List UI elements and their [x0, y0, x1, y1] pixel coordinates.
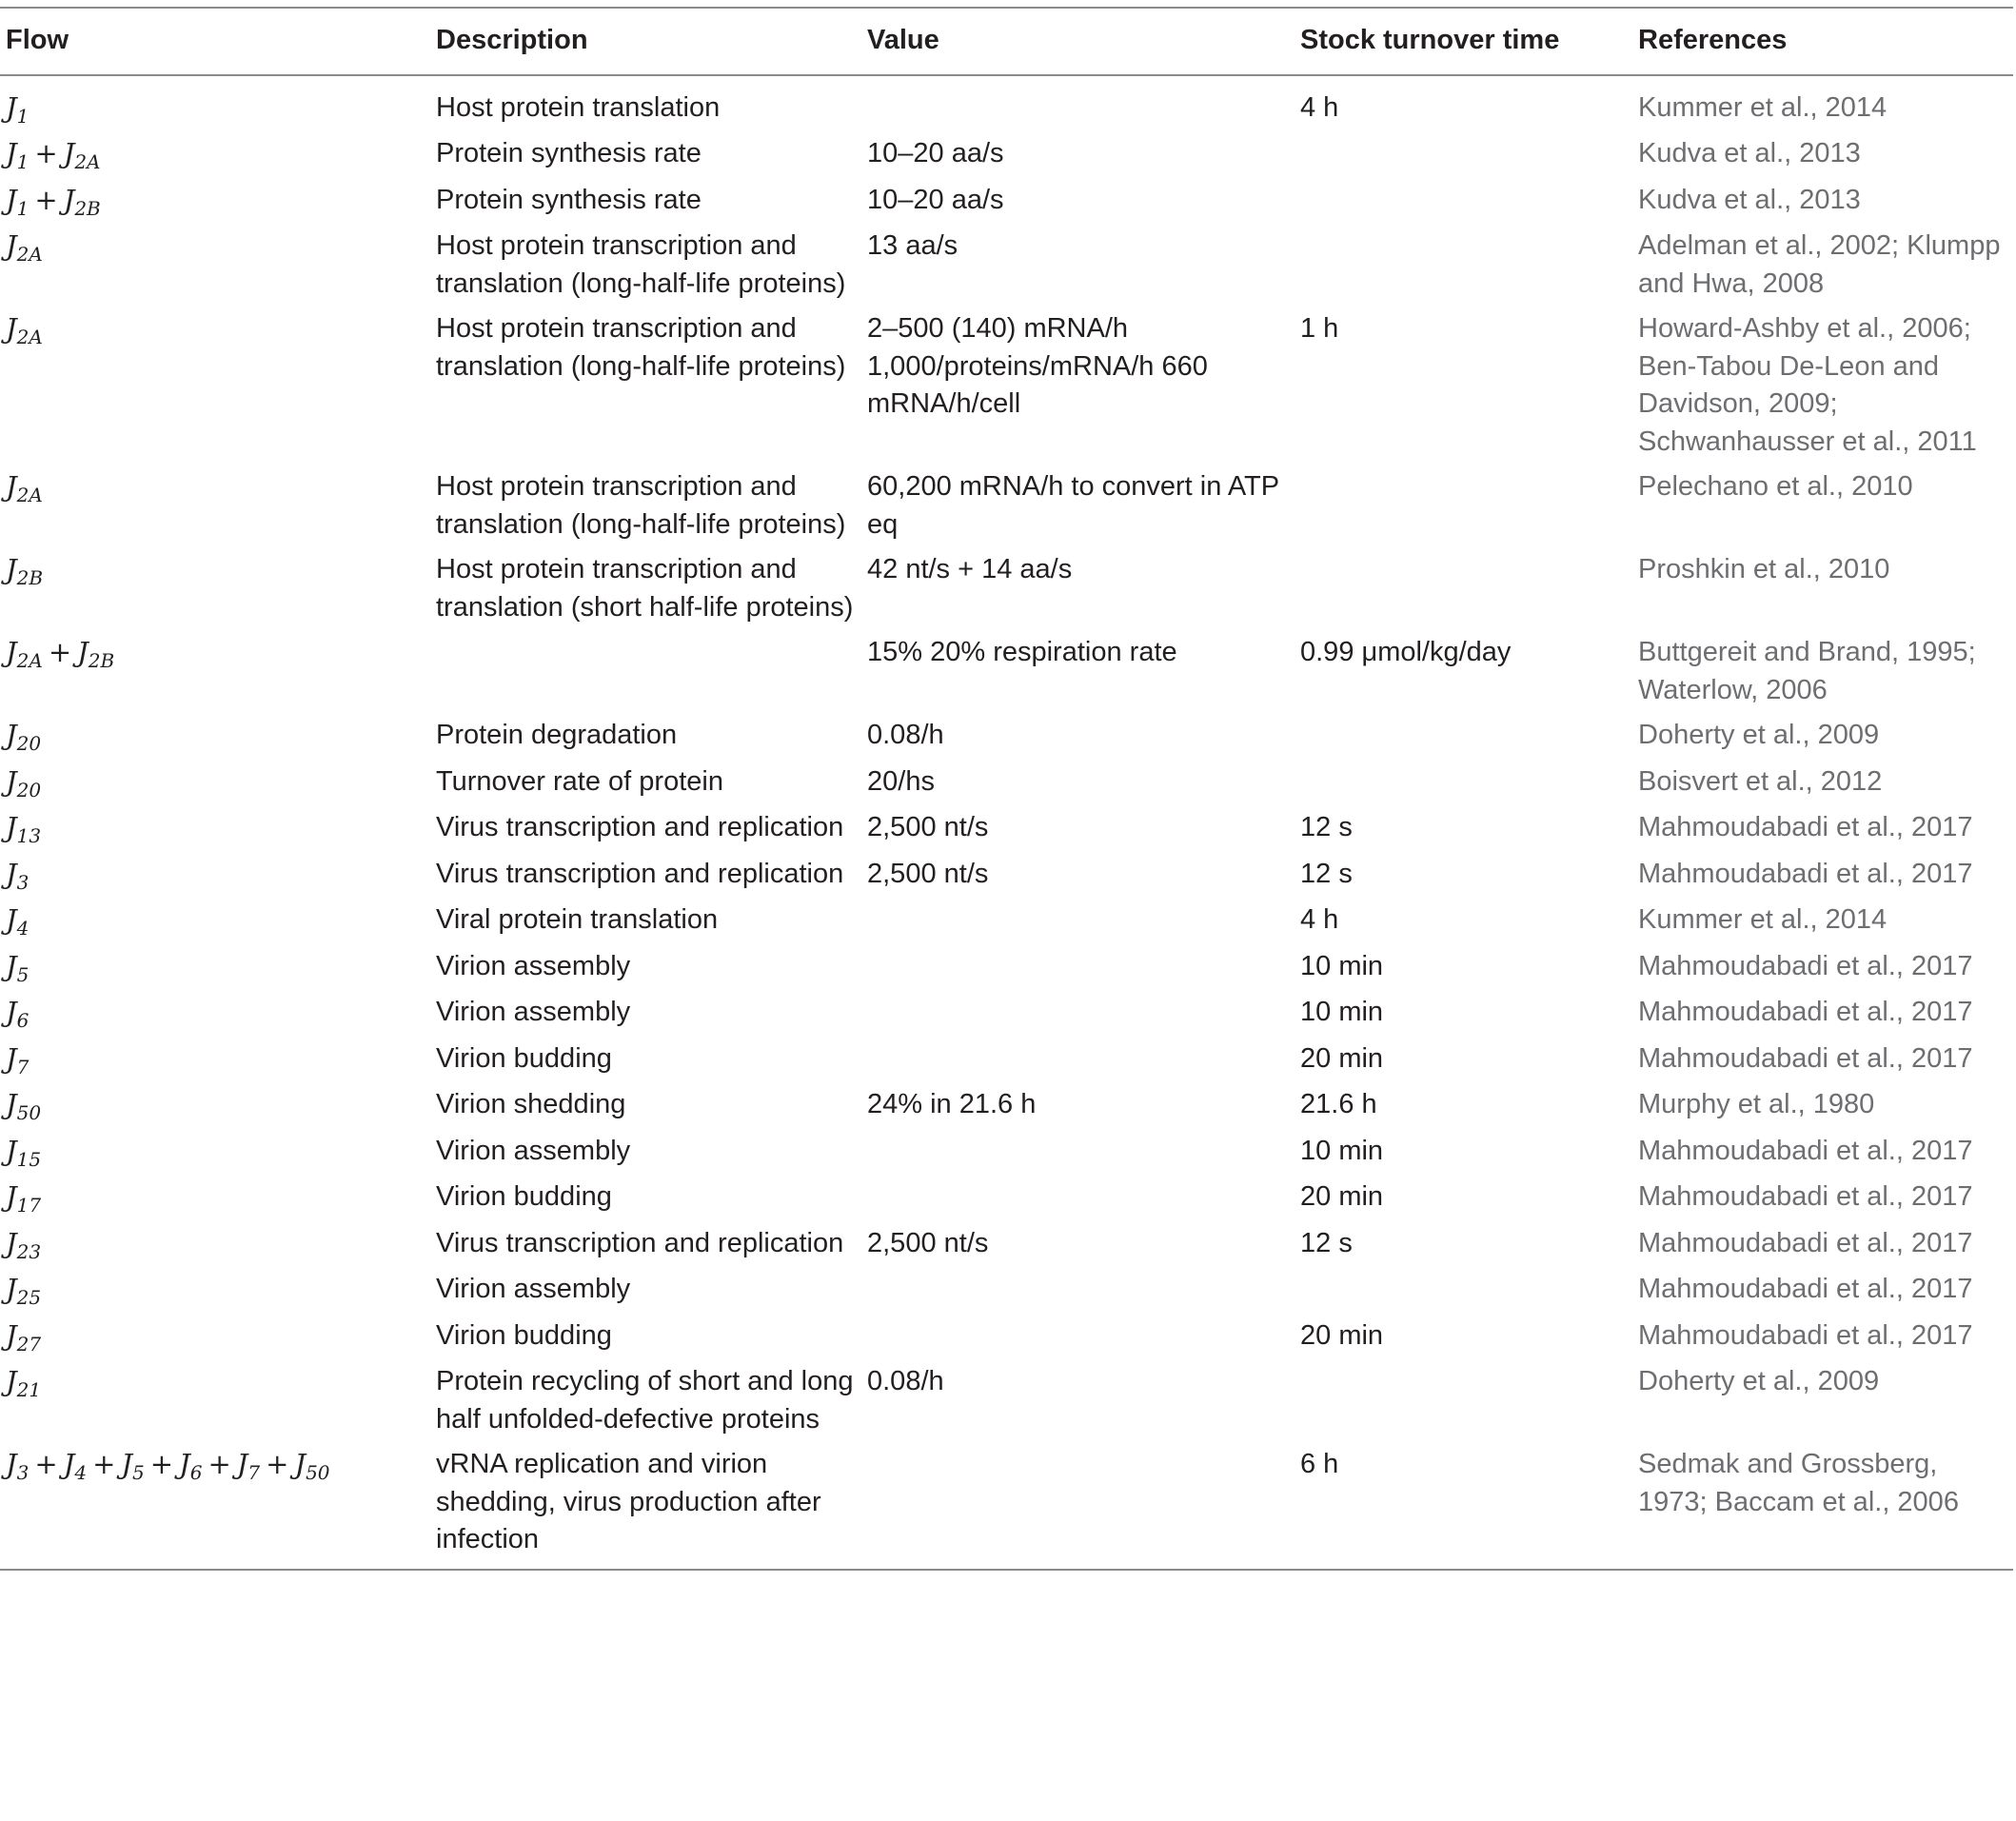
flow-variable: J [63, 183, 75, 216]
cell-description: Protein synthesis rate [436, 184, 702, 215]
cell-turnover: 10 min [1300, 997, 1384, 1027]
table-body [0, 75, 2013, 1570]
flow-subscript: 2A [16, 243, 43, 266]
cell-value [867, 1267, 1300, 1314]
table-row [0, 224, 2013, 307]
flow-variable: J [6, 719, 17, 751]
cell-turnover: 10 min [1300, 950, 1384, 981]
flow-variable: J [6, 1318, 17, 1352]
cell-value [867, 1314, 1300, 1360]
flow-variable: J [6, 90, 17, 124]
header-value: Value [867, 25, 939, 55]
cell-turnover: 21.6 h [1300, 1089, 1377, 1119]
cell-description: Virion assembly [436, 1135, 631, 1166]
flow-variable: J [6, 1273, 17, 1305]
cell-value [867, 75, 1300, 132]
flow-expression [6, 1041, 30, 1079]
cell-value [867, 944, 1300, 991]
flow-subscript: 50 [306, 1461, 330, 1484]
flow-expression [6, 1134, 42, 1171]
cell-references: Kummer et al., 2014 [1638, 91, 1888, 123]
table-row [0, 1175, 2013, 1221]
plus-operator: + [48, 636, 72, 668]
flow-subscript: 2A [16, 484, 43, 506]
flow-subscript: 5 [132, 1461, 145, 1484]
flow-variable: J [6, 811, 17, 843]
header-row [0, 8, 2013, 75]
flow-subscript: 2B [88, 649, 115, 672]
cell-references: Murphy et al., 1980 [1638, 1089, 1875, 1119]
cell-references: Mahmoudabadi et al., 2017 [1638, 1227, 1973, 1258]
cell-references: Pelechano et al., 2010 [1638, 471, 1913, 502]
table-row [0, 805, 2013, 852]
cell-references: Boisvert et al., 2012 [1638, 765, 1883, 797]
cell-references: Kudva et al., 2013 [1638, 138, 1861, 168]
cell-flow [0, 1082, 436, 1129]
cell-flow [0, 944, 436, 991]
cell-turnover: 0.99 μmol/kg/day [1300, 637, 1512, 667]
cell-turnover [1300, 224, 1638, 307]
cell-flow [0, 75, 436, 132]
cell-value: 15% 20% respiration rate [867, 637, 1177, 667]
cell-description: Host protein transcription and translation (long-half-life proteins) [436, 313, 846, 382]
flow-expression [6, 1088, 42, 1124]
flow-variable: J [6, 1134, 17, 1167]
flow-expression [6, 903, 30, 940]
flow-subscript: 2A [16, 326, 43, 348]
cell-value: 2,500 nt/s [867, 812, 989, 842]
flow-expression [6, 312, 43, 348]
flow-variable: J [63, 137, 75, 169]
flow-subscript: 20 [16, 778, 42, 802]
cell-references: Mahmoudabadi et al., 2017 [1638, 1135, 1973, 1166]
flow-subscript: 5 [16, 962, 30, 986]
cell-turnover [1300, 1267, 1638, 1314]
flow-expression [6, 90, 30, 128]
cell-turnover: 12 s [1300, 858, 1353, 889]
flow-subscript: 2B [16, 566, 44, 589]
table-row [0, 131, 2013, 178]
table-row [0, 898, 2013, 944]
plus-operator: + [208, 1448, 231, 1480]
flow-expression [6, 1448, 330, 1484]
flow-expression [6, 857, 30, 894]
flow-expression [6, 137, 101, 173]
cell-references: Adelman et al., 2002; Klumpp and Hwa, 2008 [1638, 230, 2001, 299]
flow-expression [6, 636, 115, 672]
flow-expression [6, 470, 43, 506]
table-row [0, 1267, 2013, 1314]
plus-operator: + [34, 1448, 58, 1480]
flow-subscript: 6 [16, 1009, 30, 1032]
cell-description: Virus transcription and replication [436, 1227, 844, 1258]
flow-subscript: 3 [16, 870, 30, 894]
cell-description: Host protein transcription and translation (long-half-life proteins) [436, 230, 846, 299]
cell-references: Mahmoudabadi et al., 2017 [1638, 1274, 1973, 1304]
cell-turnover: 1 h [1300, 313, 1339, 344]
cell-description: Turnover rate of protein [436, 765, 723, 797]
cell-value [867, 990, 1300, 1037]
cell-flow [0, 178, 436, 225]
flow-expression [6, 764, 42, 802]
cell-turnover [1300, 178, 1638, 225]
flow-subscript: 17 [16, 1194, 42, 1217]
flow-expression [6, 996, 30, 1032]
table-row [0, 760, 2013, 806]
flow-variable: J [236, 1448, 248, 1480]
flow-subscript: 4 [74, 1461, 88, 1484]
header-description: Description [436, 25, 588, 55]
cell-value: 0.08/h [867, 720, 944, 750]
cell-flow [0, 990, 436, 1037]
cell-value [867, 1175, 1300, 1221]
cell-flow [0, 760, 436, 806]
flow-variable: J [77, 636, 89, 668]
flow-subscript: 6 [189, 1461, 203, 1484]
flow-subscript: 25 [16, 1286, 42, 1309]
flow-expression [6, 1180, 42, 1217]
plus-operator: + [92, 1448, 116, 1480]
cell-references: Mahmoudabadi et al., 2017 [1638, 812, 1973, 842]
flow-variable: J [6, 1365, 17, 1397]
cell-description: Viral protein translation [436, 904, 719, 935]
flow-variable: J [6, 1226, 17, 1259]
cell-turnover: 4 h [1300, 91, 1339, 123]
cell-description: Host protein transcription and translation (short half-life proteins) [436, 554, 854, 623]
cell-turnover: 12 s [1300, 812, 1353, 842]
cell-value [867, 1442, 1300, 1570]
cell-description: Virion shedding [436, 1089, 626, 1119]
flow-variable: J [121, 1448, 133, 1480]
cell-value: 24% in 21.6 h [867, 1089, 1037, 1119]
cell-value: 2,500 nt/s [867, 858, 989, 889]
cell-turnover [1300, 547, 1638, 630]
header-references: References [1638, 25, 1788, 55]
cell-references: Mahmoudabadi et al., 2017 [1638, 1319, 1973, 1351]
cell-description: Host protein transcription and translation (long-half-life proteins) [436, 471, 846, 540]
cell-value: 10–20 aa/s [867, 138, 1004, 168]
cell-turnover: 12 s [1300, 1227, 1353, 1258]
cell-value: 42 nt/s + 14 aa/s [867, 554, 1073, 584]
table-header [0, 8, 2013, 75]
table-row [0, 1037, 2013, 1083]
cell-turnover: 4 h [1300, 904, 1339, 935]
cell-references: Doherty et al., 2009 [1638, 1366, 1880, 1396]
flow-subscript: 2B [74, 196, 101, 220]
cell-turnover: 20 min [1300, 1319, 1384, 1351]
cell-references: Mahmoudabadi et al., 2017 [1638, 950, 1973, 981]
cell-description: Host protein translation [436, 91, 721, 123]
cell-references: Mahmoudabadi et al., 2017 [1638, 1042, 1973, 1074]
cell-references: Kudva et al., 2013 [1638, 184, 1861, 215]
cell-flow [0, 131, 436, 178]
flow-subscript: 7 [247, 1461, 261, 1484]
table-row [0, 75, 2013, 132]
flow-subscript: 27 [16, 1332, 42, 1356]
cell-turnover: 20 min [1300, 1181, 1384, 1212]
cell-description: Protein synthesis rate [436, 138, 702, 168]
cell-flow [0, 224, 436, 307]
cell-flow [0, 1175, 436, 1221]
flow-variable: J [6, 636, 17, 668]
flow-expression [6, 949, 30, 986]
cell-flow [0, 1129, 436, 1176]
cell-description: Virus transcription and replication [436, 812, 844, 842]
flow-subscript: 7 [16, 1055, 30, 1079]
cell-description: Virion budding [436, 1181, 612, 1212]
table-row [0, 1442, 2013, 1570]
table-row [0, 944, 2013, 991]
flow-subscript: 1 [16, 104, 30, 128]
flow-subscript: 2A [74, 150, 101, 173]
flow-subscript: 2A [16, 649, 43, 672]
cell-flow [0, 1037, 436, 1083]
flow-expression [6, 811, 42, 847]
flow-expression [6, 229, 43, 266]
flow-variable: J [6, 857, 17, 890]
cell-description: Virion assembly [436, 950, 631, 981]
cell-flow [0, 1221, 436, 1268]
flow-expression [6, 1273, 42, 1309]
cell-description: Protein degradation [436, 720, 678, 750]
flow-expression [6, 1365, 42, 1401]
flow-variable: J [63, 1448, 75, 1480]
cell-flow [0, 547, 436, 630]
cell-description: Virion assembly [436, 1274, 631, 1304]
cell-value: 10–20 aa/s [867, 184, 1004, 215]
cell-flow [0, 805, 436, 852]
cell-references: Proshkin et al., 2010 [1638, 554, 1890, 584]
cell-references: Mahmoudabadi et al., 2017 [1638, 858, 1973, 889]
flow-variable: J [6, 764, 17, 798]
cell-references: Mahmoudabadi et al., 2017 [1638, 997, 1973, 1027]
table-row [0, 1129, 2013, 1176]
table-row [0, 1314, 2013, 1360]
cell-value: 0.08/h [867, 1366, 944, 1396]
cell-description: Virion budding [436, 1319, 612, 1351]
cell-flow [0, 307, 436, 465]
cell-description: Protein recycling of short and long half unfolded-defective proteins [436, 1366, 854, 1435]
flow-subscript: 21 [16, 1378, 42, 1401]
cell-flow [0, 1267, 436, 1314]
flow-variable: J [6, 1180, 17, 1213]
cell-turnover [1300, 713, 1638, 760]
flow-expression [6, 719, 42, 755]
flow-variable: J [6, 903, 17, 936]
cell-flow [0, 713, 436, 760]
flow-variable: J [179, 1448, 190, 1480]
cell-flow [0, 852, 436, 899]
flow-subscript: 15 [16, 1147, 42, 1171]
cell-references: Sedmak and Grossberg, 1973; Baccam et al., 2006 [1638, 1449, 1959, 1517]
flow-variable: J [6, 996, 17, 1028]
cell-description: Virion assembly [436, 997, 631, 1027]
cell-value: 13 aa/s [867, 230, 959, 261]
cell-references: Doherty et al., 2009 [1638, 720, 1880, 750]
cell-description: vRNA replication and virion shedding, virus production after infection [436, 1449, 821, 1554]
flow-variable: J [6, 470, 17, 503]
plus-operator: + [149, 1448, 174, 1480]
table-row [0, 465, 2013, 547]
flow-variable: J [6, 183, 17, 216]
plus-operator: + [34, 183, 58, 216]
table-row [0, 1082, 2013, 1129]
table-row [0, 307, 2013, 465]
table-row [0, 713, 2013, 760]
table-row [0, 1221, 2013, 1268]
table-row [0, 1359, 2013, 1442]
table-row [0, 630, 2013, 713]
cell-references: Buttgereit and Brand, 1995; Waterlow, 2006 [1638, 637, 1976, 705]
cell-flow [0, 1359, 436, 1442]
flow-variable: J [6, 949, 17, 982]
plus-operator: + [34, 137, 58, 169]
cell-references: Kummer et al., 2014 [1638, 904, 1888, 935]
flow-subscript: 50 [16, 1101, 42, 1124]
cell-value: 2–500 (140) mRNA/h 1,000/proteins/mRNA/h 660 mRNA/h/cell [867, 313, 1208, 419]
flow-subscript: 13 [16, 824, 42, 847]
flow-subscript: 1 [16, 150, 30, 173]
cell-turnover: 20 min [1300, 1042, 1384, 1074]
cell-turnover [1300, 465, 1638, 547]
cell-flow [0, 465, 436, 547]
table-row [0, 178, 2013, 225]
cell-turnover [1300, 760, 1638, 806]
cell-flow [0, 1442, 436, 1570]
cell-value: 20/hs [867, 765, 935, 797]
cell-value: 60,200 mRNA/h to convert in ATP eq [867, 471, 1279, 540]
flow-subscript: 4 [16, 917, 30, 940]
flow-subscript: 23 [16, 1239, 42, 1263]
flow-variable: J [6, 229, 17, 262]
cell-description: Virus transcription and replication [436, 858, 844, 889]
flow-variable: J [6, 553, 17, 585]
flow-parameters-table [0, 7, 2013, 1571]
flow-expression [6, 183, 101, 220]
cell-value [867, 898, 1300, 944]
cell-flow [0, 630, 436, 713]
cell-turnover [1300, 131, 1638, 178]
cell-references: Mahmoudabadi et al., 2017 [1638, 1181, 1973, 1212]
cell-description: Virion budding [436, 1042, 612, 1074]
cell-turnover: 10 min [1300, 1135, 1384, 1166]
cell-value [867, 1129, 1300, 1176]
table-row [0, 990, 2013, 1037]
cell-references: Howard-Ashby et al., 2006; Ben-Tabou De-Leon and Davidson, 2009; Schwanhausser et al., 2011 [1638, 313, 1977, 457]
plus-operator: + [266, 1448, 289, 1480]
cell-value: 2,500 nt/s [867, 1227, 989, 1258]
flow-variable: J [294, 1448, 306, 1480]
flow-expression [6, 1226, 42, 1263]
flow-subscript: 3 [16, 1461, 30, 1484]
header-turnover: Stock turnover time [1300, 25, 1560, 55]
flow-variable: J [6, 1088, 17, 1120]
flow-variable: J [6, 1041, 17, 1075]
table-row [0, 547, 2013, 630]
flow-expression [6, 553, 44, 589]
cell-value [867, 1037, 1300, 1083]
flow-variable: J [6, 312, 17, 345]
cell-description [436, 630, 867, 713]
flow-subscript: 20 [16, 732, 42, 755]
cell-flow [0, 1314, 436, 1360]
flow-expression [6, 1318, 42, 1356]
cell-turnover: 6 h [1300, 1449, 1339, 1479]
flow-subscript: 1 [16, 196, 30, 220]
cell-turnover [1300, 1359, 1638, 1442]
cell-flow [0, 898, 436, 944]
flow-variable: J [6, 137, 17, 169]
table-row [0, 852, 2013, 899]
header-flow: Flow [6, 25, 69, 55]
flow-variable: J [6, 1448, 17, 1480]
